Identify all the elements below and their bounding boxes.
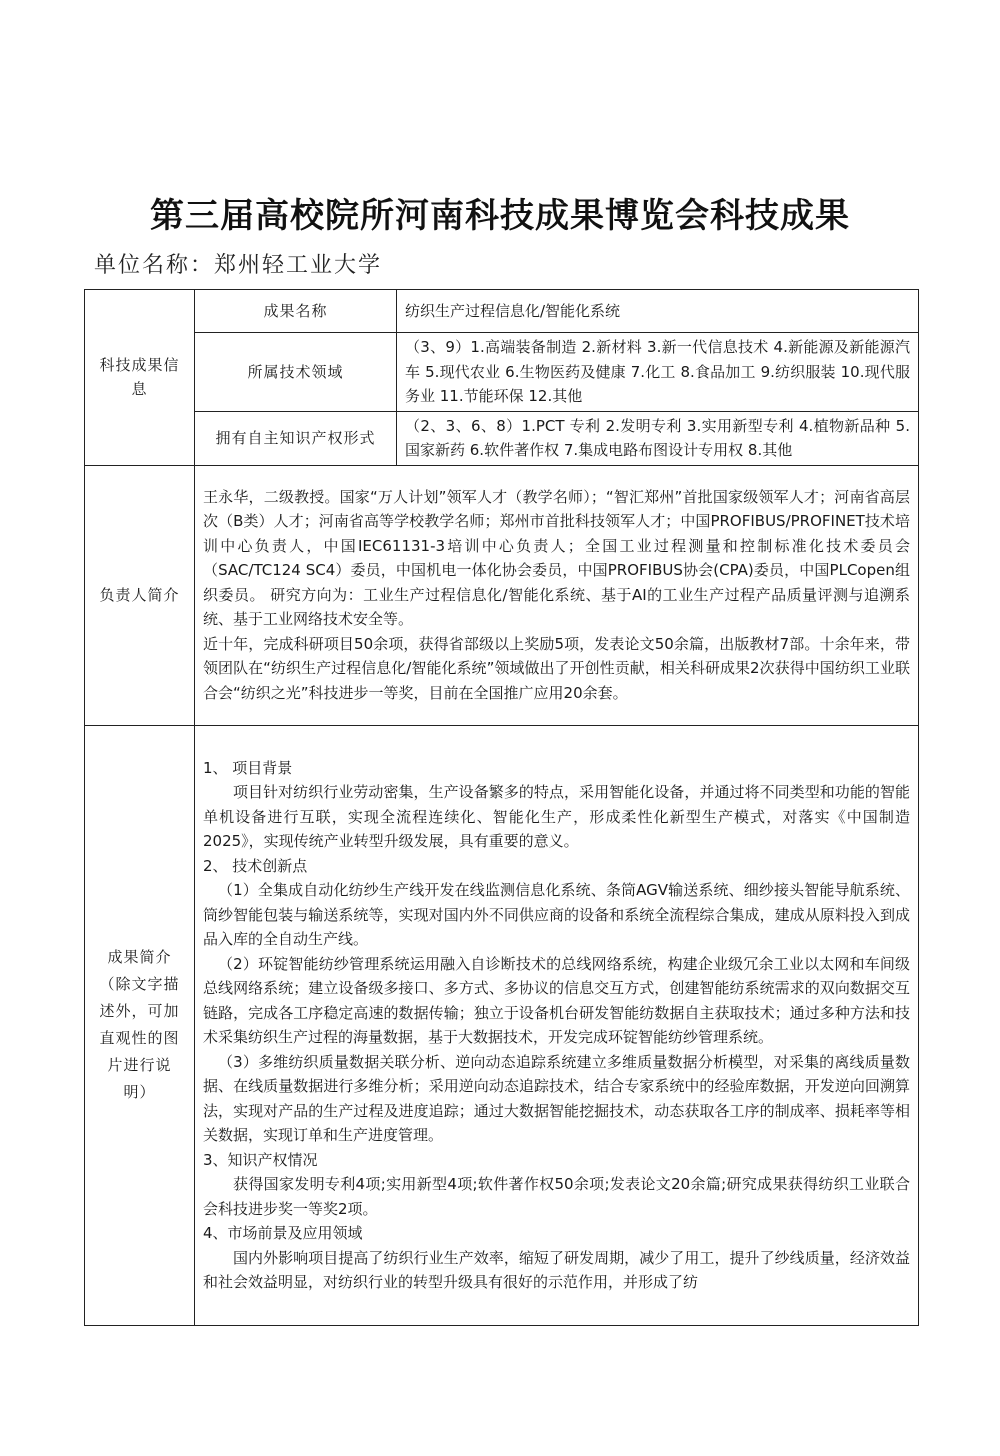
leader-intro [195,465,919,725]
summary-heading-2: 2、 技术创新点 [203,856,308,875]
summary-paragraph-1: 项目针对纺织行业劳动密集，生产设备繁多的特点，采用智能化设备，并通过将不同类型和功能的智能单机设备进行互联，实现全流程连续化、智能化生产，形成柔性化新型生产模式，对落实《中国制造2025》，实现传统产业转型升级发展，具有重要的意义。 [203,783,910,850]
section-label-info [85,290,195,466]
summary-paragraph-6: 国内外影响项目提高了纺织行业生产效率，缩短了研发周期，减少了用工，提升了纱线质量，经济效益和社会效益明显，对纺织行业的转型升级具有很好的示范作用，并形成了纺 [203,1248,910,1291]
summary-label [85,725,195,1325]
row-label-ip: 拥有自主知识产权形式 [195,411,397,465]
summary-label-text: 成果简介（除文字描述外，可加直观性的图片进行说明） [99,948,180,1101]
row-value-field: （3、9）1.高端装备制造 2.新材料 3.新一代信息技术 4.新能源及新能源汽车 5.现代农业 6.生物医药及健康 7.化工 8.食品加工 9.纺织服装 10.现代服务业 11.节能环保 12.其他 [397,333,919,412]
summary-heading-4: 4、市场前景及应用领域 [203,1224,363,1242]
row-value-ip: （2、3、6、8）1.PCT 专利 2.发明专利 3.实用新型专利 4.植物新品种 5.国家新药 6.软件著作权 7.集成电路布图设计专用权 8.其他 [397,411,919,465]
row-value-name: 纺织生产过程信息化/智能化系统 [397,290,919,333]
summary-heading-3: 3、知识产权情况 [203,1150,318,1169]
row-label-name: 成果名称 [195,290,397,333]
summary-paragraph-4: （3）多维纺织质量数据关联分析、逆向动态追踪系统建立多维质量数据分析模型，对采集的离线质量数据、在线质量数据进行多维分析；采用逆向动态追踪技术，结合专家系统中的经验库数据，开发逆向回溯算法，实现对产品的生产过程及进度追踪；通过大数据智能挖掘技术，动态获取各工序的制成率、损耗率等相关数据，实现订单和生产进度管理。 [203,1052,910,1144]
summary-heading-1: 1、 项目背景 [203,758,293,777]
table-row [85,411,919,465]
summary-paragraph-2: （1）全集成自动化纺纱生产线开发在线监测信息化系统、条筒AGV输送系统、细纱接头智能导航系统、筒纱智能包装与输送系统等，实现对国内外不同供应商的设备和系统全流程综合集成，建成从原料投入到成品入库的全自动生产线。 [203,881,910,948]
leader-paragraph-2: 近十年，完成科研项目50余项，获得省部级以上奖励5项，发表论文50余篇，出版教材7部。十余年来，带领团队在“纺织生产过程信息化/智能化系统”领域做出了开创性贡献，相关科研成果2次获得中国纺织工业联合会“纺织之光”科技进步一等奖，目前在全国推广应用20余套。 [203,634,910,702]
table-row [85,333,919,412]
achievement-table [84,289,919,1326]
section-label-info-text: 科技成果信息 [99,355,180,399]
summary-paragraph-5: 获得国家发明专利4项;实用新型4项;软件著作权50余项;发表论文20余篇;研究成果获得纺织工业联合会科技进步奖一等奖2项。 [203,1175,910,1218]
leader-label: 负责人简介 [85,465,195,725]
table-row [85,465,919,725]
summary-body [195,725,919,1325]
leader-paragraph-1: 王永华，二级教授。国家“万人计划”领军人才（教学名师）；“智汇郑州”首批国家级领军人才；河南省高层次（B类）人才；河南省高等学校教学名师；郑州市首批科技领军人才；中国PROFIBUS/PROFINET技术培训中心负责人，中国IEC61131-3培训中心负责人；全国工业过程测量和控制标准化技术委员会（SAC/TC124 SC4）委员，中国机电一体化协会委员，中国PROFIBUS协会(CPA)委员，中国PLCopen组织委员。 研究方向为：工业生产过程信息化/智能化系统、基于AI的工业生产过程产品质量评测与追溯系统、基于工业网络技术安全等。 [203,487,910,629]
row-label-field: 所属技术领域 [195,333,397,412]
table-row [85,290,919,333]
table-row [85,725,919,1325]
unit-name-line: 单位名称：郑州轻工业大学 [94,253,383,278]
document-title: 第三届高校院所河南科技成果博览会科技成果 [150,196,850,236]
summary-paragraph-3: （2）环锭智能纺纱管理系统运用融入自诊断技术的总线网络系统，构建企业级冗余工业以太网和车间级总线网络系统；建立设备级多接口、多方式、多协议的信息交互方式，创建智能纺系统需求的双向数据交互链路，完成各工序稳定高速的数据传输；独立于设备机台研发智能纺数据自主获取技术；通过多种方法和技术采集纺织生产过程的海量数据，基于大数据技术，开发完成环锭智能纺纱管理系统。 [203,954,910,1046]
